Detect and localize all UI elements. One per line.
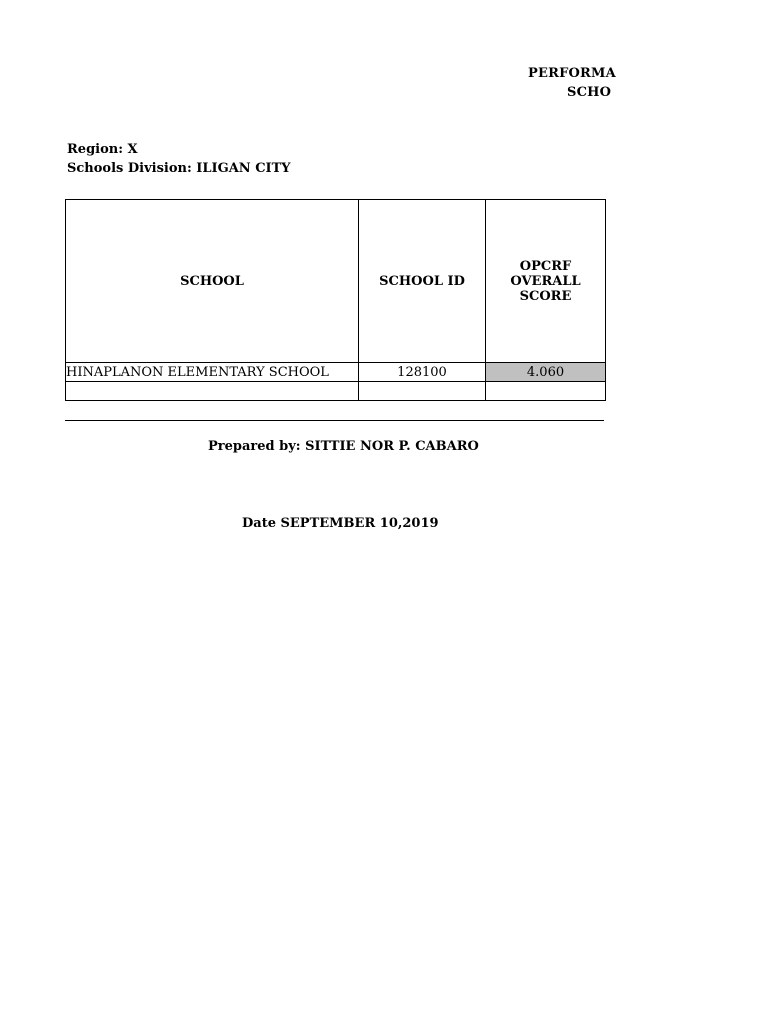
report-title-line-1: PERFORMA	[528, 66, 616, 81]
division-label: Schools Division: ILIGAN CITY	[67, 161, 291, 176]
school-score-table	[65, 199, 606, 401]
table-row	[66, 363, 606, 382]
date-label: Date SEPTEMBER 10,2019	[242, 516, 439, 531]
cell-overall-score	[486, 382, 606, 401]
report-header	[0, 60, 616, 110]
cell-school-name	[66, 382, 359, 401]
report-title-line-2: SCHO	[567, 85, 612, 100]
column-header-school: SCHOOL	[66, 200, 359, 363]
cell-school-id	[359, 382, 486, 401]
cell-school-id: 128100	[359, 363, 486, 382]
cell-overall-score: 4.060	[486, 363, 606, 382]
divider-line	[65, 420, 604, 421]
table-header-row	[66, 200, 606, 363]
cell-school-name: HINAPLANON ELEMENTARY SCHOOL	[66, 363, 359, 382]
column-header-school-id: SCHOOL ID	[359, 200, 486, 363]
table-row	[66, 382, 606, 401]
region-label: Region: X	[67, 142, 138, 157]
prepared-by-label: Prepared by: SITTIE NOR P. CABARO	[208, 439, 479, 454]
column-header-score: OPCRF OVERALL SCORE	[486, 200, 606, 363]
